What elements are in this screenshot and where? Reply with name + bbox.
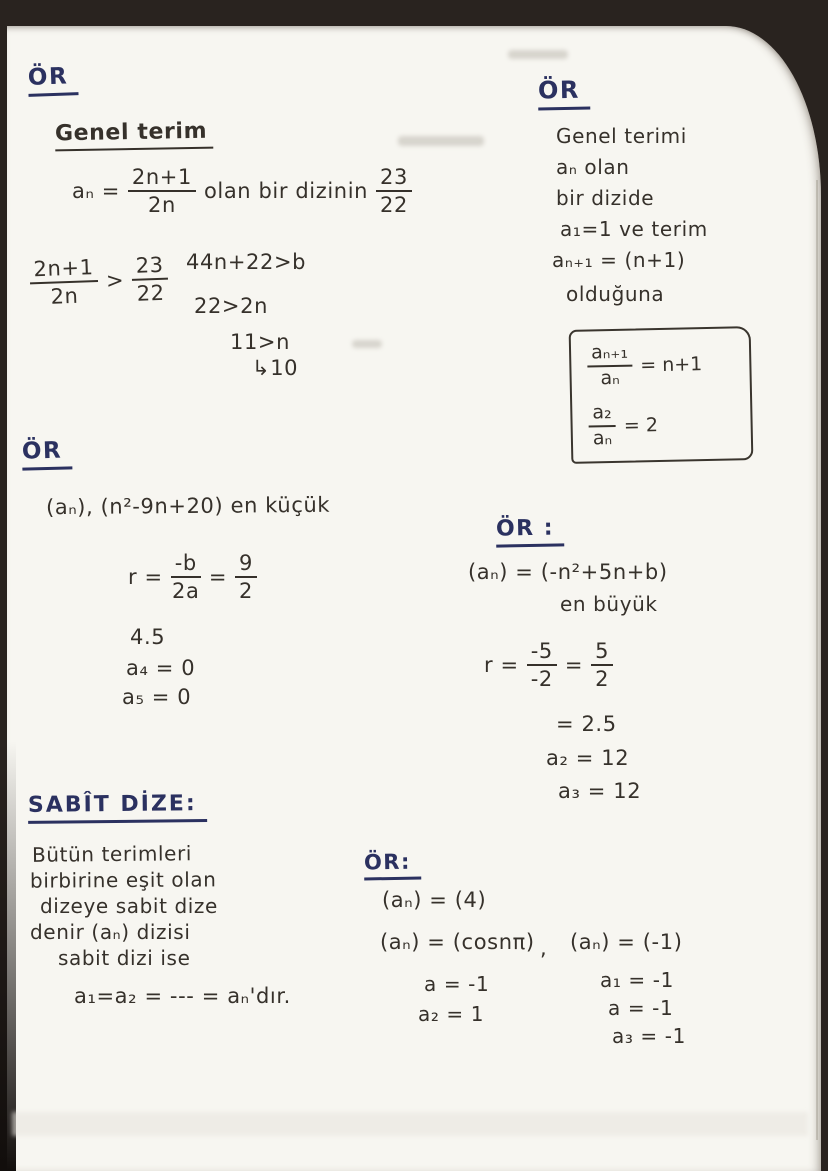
vertex-formula [484,640,613,690]
fraction-denominator: aₙ [592,426,613,450]
vertex-value: = 2.5 [556,712,617,736]
section-heading-or-5: ÖR: [364,850,421,881]
result-line: a₂ = 12 [546,746,630,770]
note-line: olduğuna [566,282,665,306]
fraction-denominator: 2 [239,579,253,604]
work-step: 22>2n [194,294,268,318]
box-equation [587,340,734,389]
bleed-through-smudge [508,50,568,59]
result-line: a₅ = 0 [122,685,192,709]
fraction-numerator: 23 [131,254,168,281]
fraction-denominator: 2n [148,193,176,218]
box-equation-rhs: = n+1 [640,353,703,377]
note-line: aₙ olan [556,155,630,179]
problem-statement: (aₙ) = (-n²+5n+b) [468,560,668,584]
note-line: aₙ₊₁ = (n+1) [552,248,686,272]
definition-line: sabit dizi ise [58,946,191,970]
fraction [376,166,412,216]
fraction-numerator: 23 [376,166,412,192]
result-line: a₄ = 0 [126,656,196,680]
vertex-formula [128,552,257,602]
equation-general-term [72,166,412,216]
eq-lhs: r = [128,565,163,590]
fraction-denominator: aₙ [600,366,620,390]
problem-statement: (aₙ), (n²-9n+20) en küçük [45,492,331,520]
problem-statement-2: en büyük [560,592,658,616]
inequality-setup [29,254,169,309]
fraction [131,254,169,305]
fraction-denominator: 22 [136,280,166,306]
work-step: 44n+22>b [186,250,307,274]
equals-sign: = [564,653,584,678]
result-line: a₃ = 12 [558,779,642,803]
definition-line: birbirine eşit olan [29,867,217,893]
eq-lhs: r = [484,653,519,678]
page-shading-band [12,1112,808,1136]
section-heading-or-2: ÖR [538,76,590,111]
term-value: a₃ = -1 [612,1024,686,1048]
fraction [587,340,633,390]
fraction-denominator: 2n [50,283,79,309]
term-value: a = -1 [424,972,490,996]
note-line: a₁=1 ve terim [560,217,708,241]
separator-comma: , [540,936,548,960]
page-edge-shadow-left [0,741,16,1171]
fraction [588,400,616,450]
box-equation-rhs: = 2 [623,413,659,437]
definition-line: Bütün terimleri [31,841,193,867]
fraction [29,256,99,308]
box-equation [588,400,735,449]
fraction-numerator: a₂ [588,403,616,428]
fraction-numerator: 5 [591,640,613,666]
subheading-text: Genel terim [55,119,214,152]
note-line: bir dizide [556,186,655,210]
work-step-answer: ↳10 [252,356,299,380]
fraction-denominator: 2a [172,579,200,604]
inequality-operator: > [105,268,125,293]
section-heading-or-4: ÖR : [496,515,565,547]
fraction-numerator: aₙ₊₁ [587,343,632,368]
example-sequence: (aₙ) = (-1) [570,930,683,954]
section-heading-sabit-dizi: SABÎT DİZE: [28,791,207,824]
example-sequence: (aₙ) = (cosnπ) [380,930,535,954]
vertex-value: 4.5 [130,625,166,649]
note-line: Genel terimi [556,124,687,148]
bleed-through-smudge [398,136,484,146]
example-sequence: (aₙ) = (4) [382,888,487,912]
equals-sign: = [208,565,228,590]
fraction-denominator: 2 [595,667,610,692]
section-heading-or-1: ÖR [27,63,78,97]
definition-line: dizeye sabit dize [40,894,218,918]
fraction [171,552,201,602]
bleed-through-smudge [352,340,382,348]
fraction [591,640,613,690]
fraction-numerator: -5 [527,640,557,666]
subheading-genel-terim [55,119,214,147]
constant-sequence-formula: a₁=a₂ = --- = aₙ'dır. [74,984,291,1008]
fraction [235,552,257,602]
term-value: a = -1 [608,996,674,1020]
term-value: a₂ = 1 [418,1002,485,1026]
fraction-denominator: -2 [530,667,553,692]
term-value: a₁ = -1 [600,968,674,992]
fraction-denominator: 22 [380,193,408,218]
section-heading-or-3: ÖR [22,437,73,470]
eq-mid-text: olan bir dizinin [203,179,369,204]
page-edge-crease [816,180,818,1140]
fraction [128,166,196,216]
result-box [569,326,754,464]
fraction [527,640,557,690]
definition-line: denir (aₙ) dizisi [30,920,191,944]
fraction-numerator: 9 [235,552,257,578]
fraction-numerator: 2n+1 [29,256,98,284]
eq-lhs: aₙ = [72,179,120,204]
fraction-numerator: -b [171,552,201,578]
work-step: 11>n [230,330,291,354]
fraction-numerator: 2n+1 [128,166,196,192]
